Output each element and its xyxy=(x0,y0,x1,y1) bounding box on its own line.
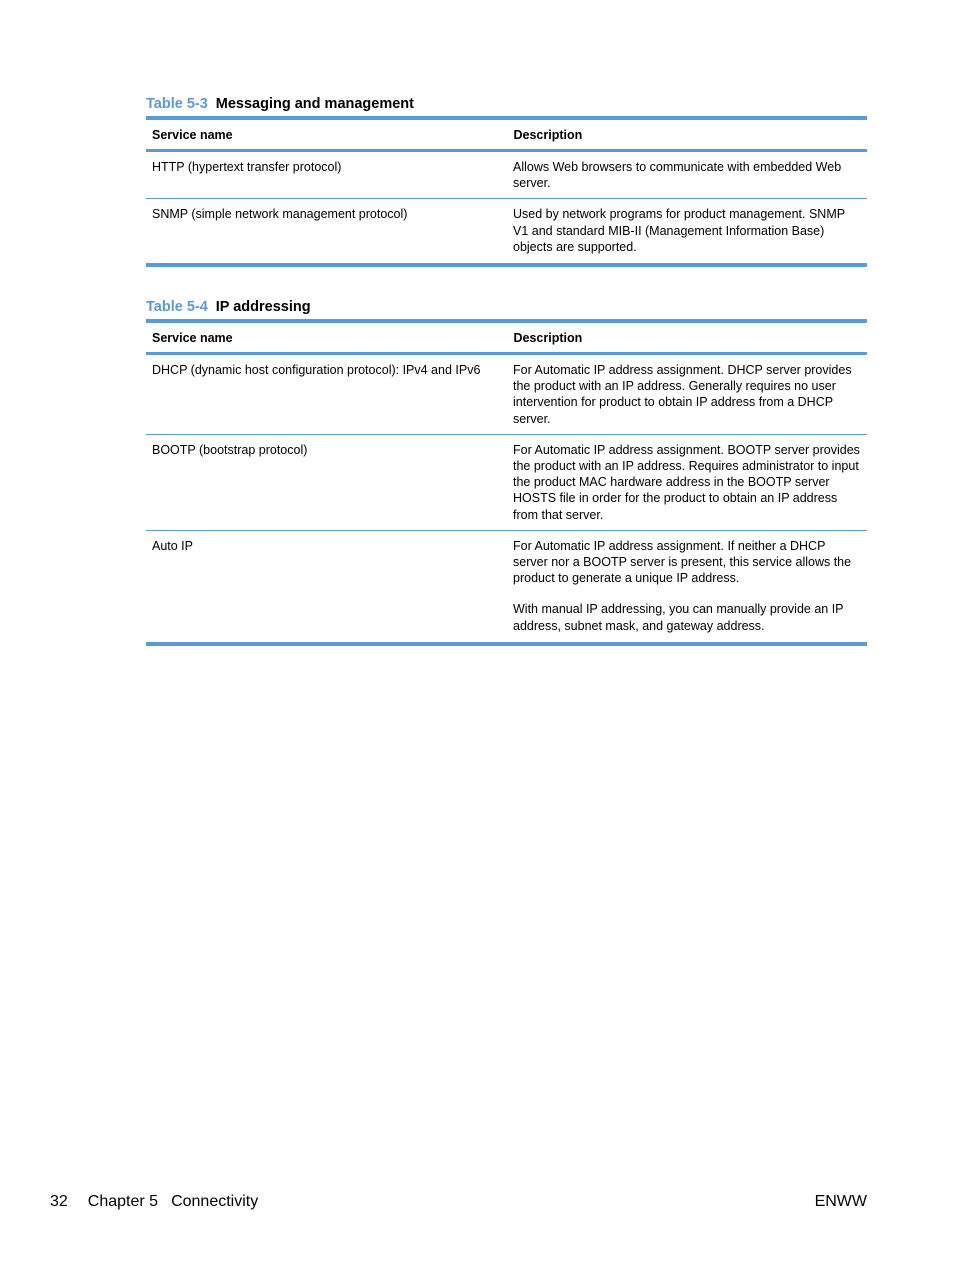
service-name-cell: Auto IP xyxy=(146,530,507,644)
service-name-cell: DHCP (dynamic host configuration protocol): IPv4 and IPv6 xyxy=(146,354,507,435)
messaging-management-table xyxy=(146,116,867,267)
table-row xyxy=(146,354,867,435)
service-name-cell: SNMP (simple network management protocol) xyxy=(146,199,507,265)
table-caption xyxy=(146,96,867,112)
table-number: Table 5-4 xyxy=(146,299,208,315)
description-cell: Allows Web browsers to communicate with embedded Web server. xyxy=(507,151,867,199)
table-number: Table 5-3 xyxy=(146,96,208,112)
description-cell: For Automatic IP address assignment. DHCP server provides the product with an IP address. Generally requires no user intervention for product to obtain IP address from a DHCP server. xyxy=(507,354,867,435)
service-name-cell: HTTP (hypertext transfer protocol) xyxy=(146,151,507,199)
description-paragraph: For Automatic IP address assignment. If neither a DHCP server nor a BOOTP server is present, this service allows the product to generate a unique IP address. xyxy=(513,538,852,586)
page-footer-left xyxy=(50,1193,258,1211)
description-cell: For Automatic IP address assignment. BOOTP server provides the product with an IP address. Requires administrator to input the product MAC hardware address in the BOOTP server HOSTS file in order for the product to obtain an IP address from that server. xyxy=(507,434,867,530)
column-header-description: Description xyxy=(507,321,867,354)
page-number: 32 xyxy=(50,1193,68,1210)
chapter-label: Chapter 5 xyxy=(87,1193,159,1210)
column-header-service-name: Service name xyxy=(146,118,507,151)
table-header-row xyxy=(146,118,867,151)
chapter-title: Connectivity xyxy=(171,1193,259,1210)
ip-addressing-table xyxy=(146,319,867,646)
page-footer-right: ENWW xyxy=(814,1193,867,1210)
description-cell: Used by network programs for product management. SNMP V1 and standard MIB-II (Management Information Base) objects are supported. xyxy=(507,199,867,265)
table-row xyxy=(146,151,867,199)
table-row xyxy=(146,199,867,265)
table-title: IP addressing xyxy=(215,299,311,315)
table-5-3-block xyxy=(146,96,867,267)
column-header-service-name: Service name xyxy=(146,321,507,354)
service-name-cell: BOOTP (bootstrap protocol) xyxy=(146,434,507,530)
column-header-description: Description xyxy=(507,118,867,151)
table-title: Messaging and management xyxy=(215,96,414,112)
description-cell xyxy=(507,530,867,644)
table-header-row xyxy=(146,321,867,354)
table-row xyxy=(146,434,867,530)
table-5-4-block xyxy=(146,299,867,646)
description-paragraph: With manual IP addressing, you can manually provide an IP address, subnet mask, and gateway address. xyxy=(513,602,844,633)
table-row xyxy=(146,530,867,644)
table-caption xyxy=(146,299,867,315)
